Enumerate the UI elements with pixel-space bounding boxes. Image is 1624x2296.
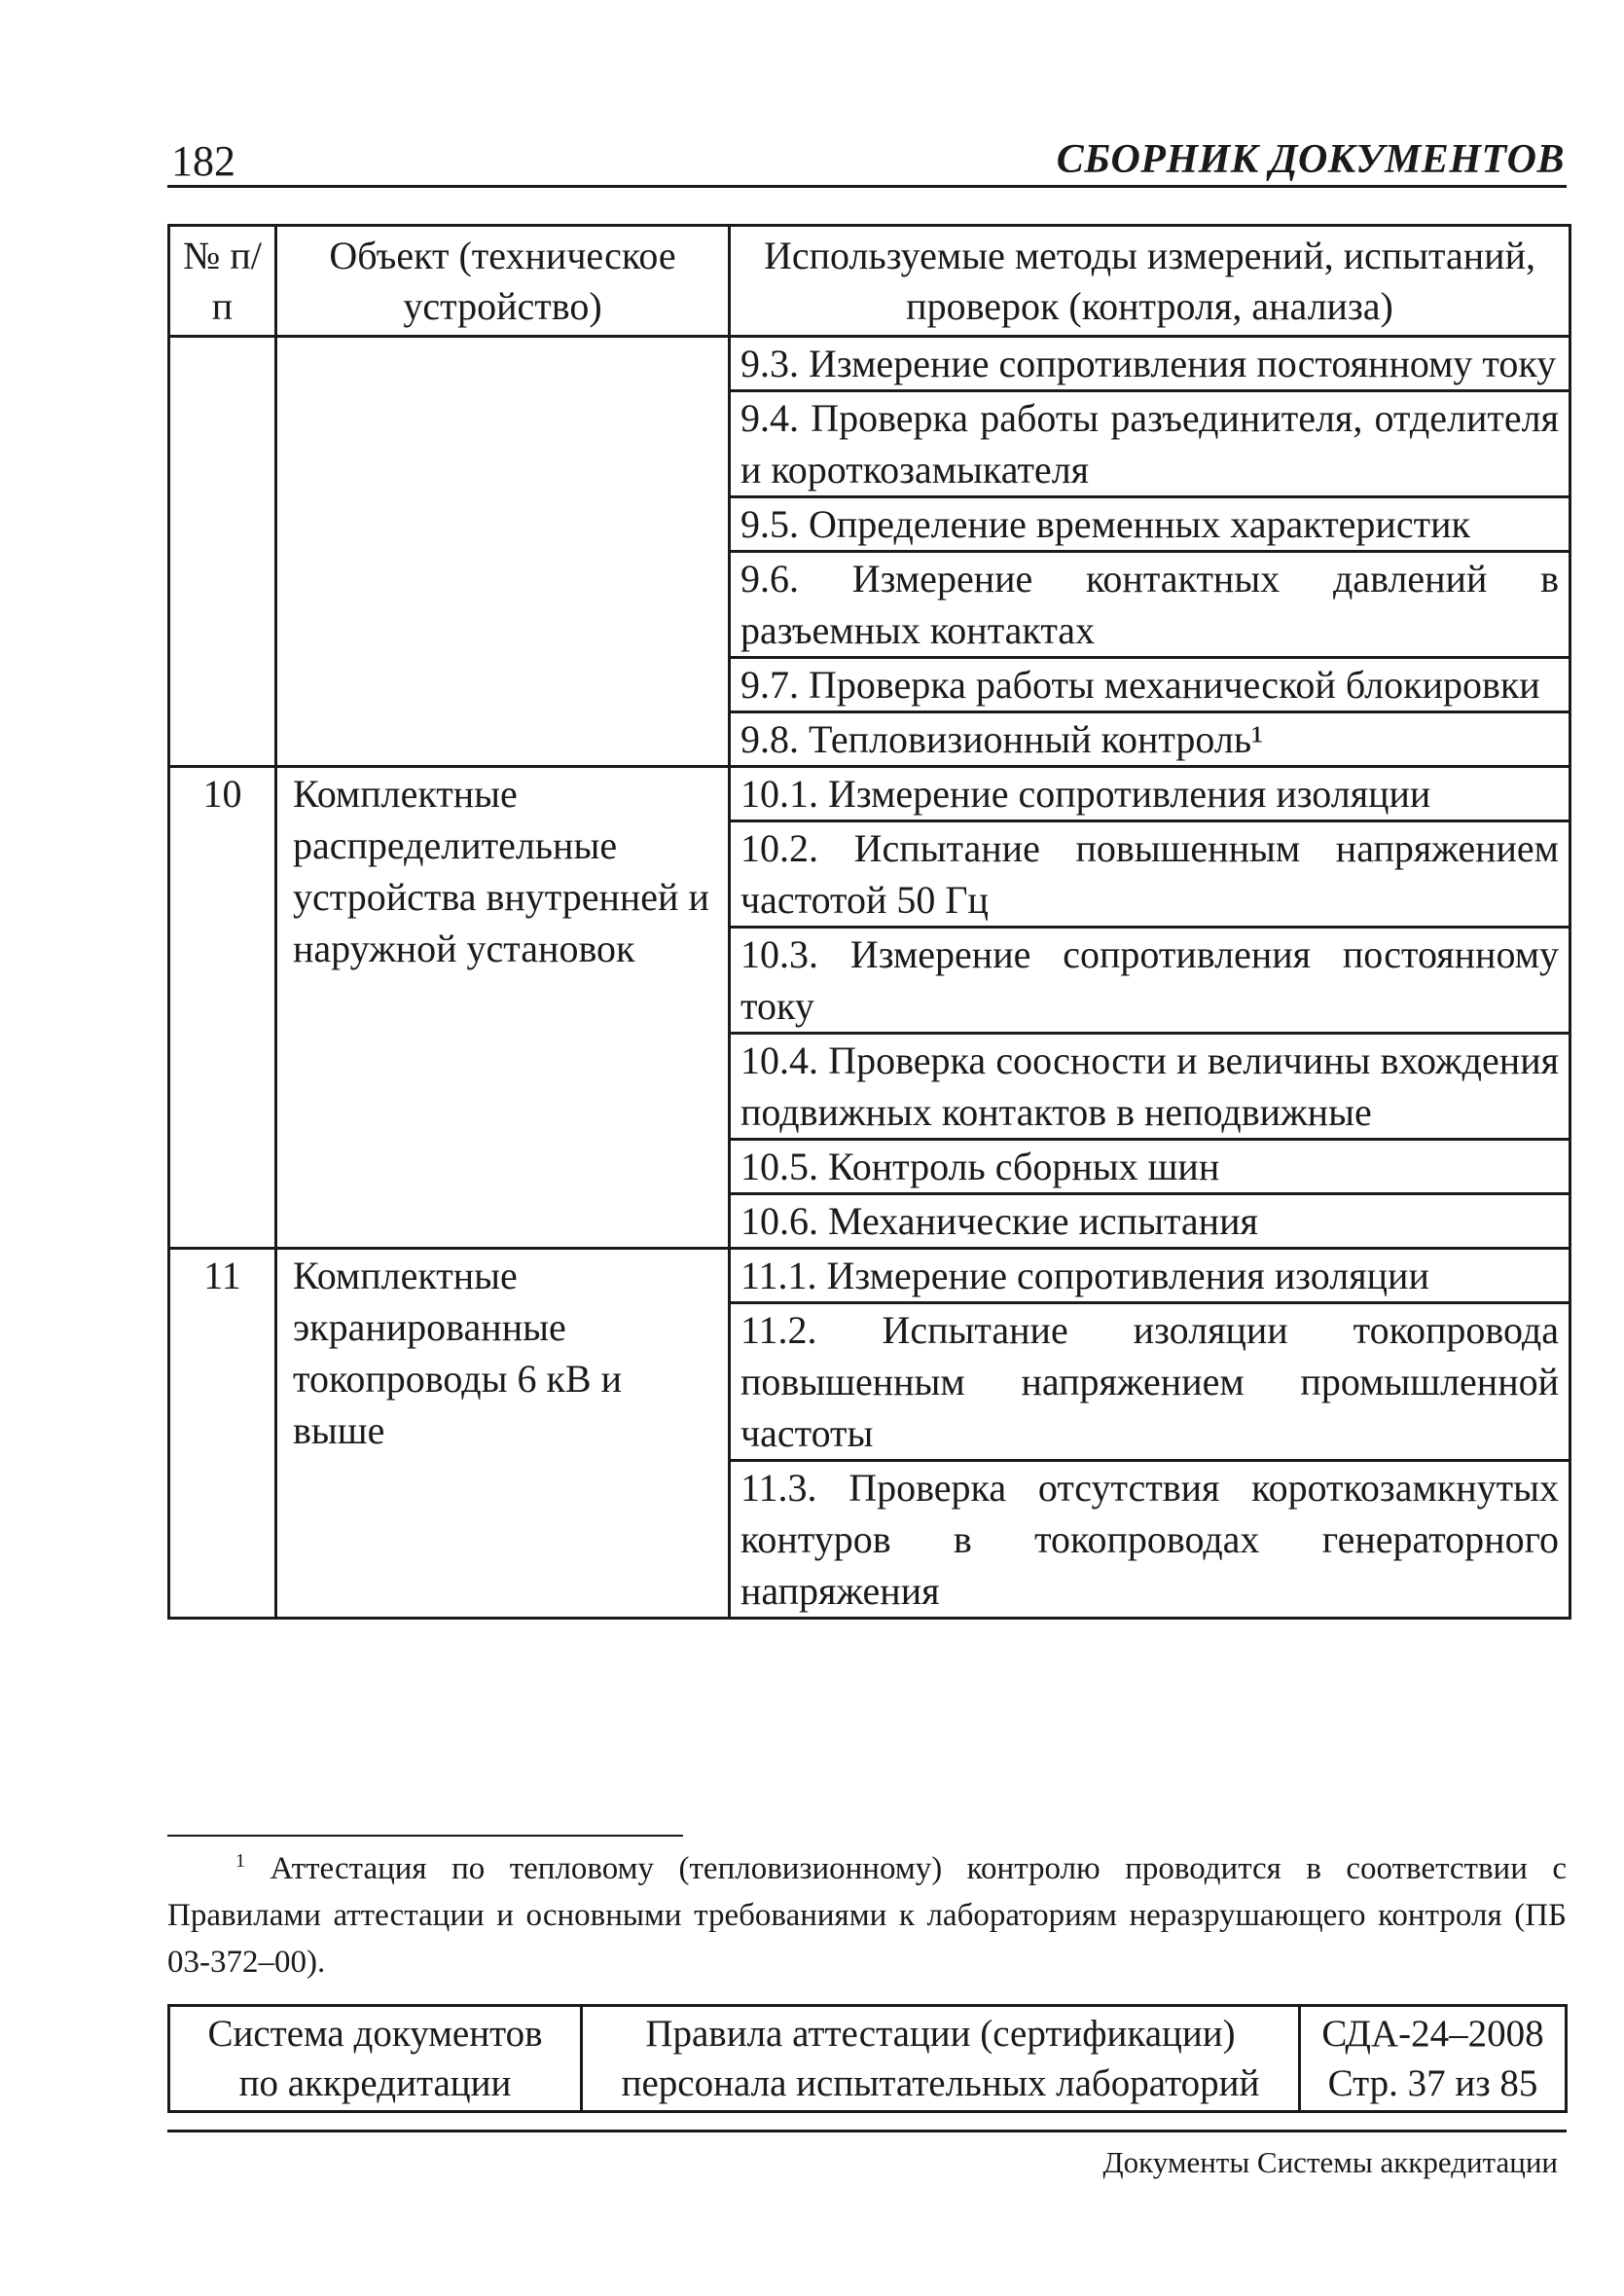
stamp-system-line2: по аккредитации — [238, 2062, 512, 2104]
stamp-title-line1: Правила аттестации (сертификации) — [645, 2013, 1236, 2055]
page-footer: Документы Системы аккредитации — [1102, 2145, 1558, 2179]
table-header-row — [169, 226, 1570, 337]
method-cell: 11.3. Проверка отсутствия короткозамкнутых контуров в токопроводах генераторного напряжения — [730, 1461, 1570, 1619]
method-cell: 11.1. Измерение сопротивления изоляции — [730, 1249, 1570, 1303]
running-title: СБОРНИК ДОКУМЕНТОВ — [1056, 137, 1565, 182]
footnote-divider — [167, 1835, 683, 1837]
stamp-system-line1: Система документов — [207, 2013, 543, 2055]
method-cell: 10.5. Контроль сборных шин — [730, 1140, 1570, 1194]
method-cell: 9.3. Измерение сопротивления постоянному току — [730, 337, 1570, 391]
document-stamp — [167, 2004, 1568, 2113]
table-row — [169, 337, 1570, 391]
stamp-code-cell — [1300, 2006, 1567, 2112]
row-object: Комплектные распределительные устройства внутренней и наружной установок — [276, 767, 730, 1249]
page-header — [167, 128, 1567, 188]
stamp-code: СДА-24–2008 — [1321, 2013, 1544, 2055]
method-cell: 11.2. Испытание изоляции токопровода повышенным напряжением промышленной частоты — [730, 1303, 1570, 1461]
method-cell: 10.4. Проверка соосности и величины вхождения подвижных контактов в неподвижные — [730, 1034, 1570, 1140]
page-number: 182 — [171, 137, 235, 185]
stamp-system — [169, 2006, 582, 2112]
method-cell: 9.5. Определение временных характеристик — [730, 497, 1570, 552]
column-header-object: Объект (техническое устройство) — [276, 226, 730, 337]
footnote-text: Аттестация по тепловому (тепловизионному) контролю проводится в соответствии с Правилами аттестации и основными требованиями к лабораториям неразрушающего контроля (ПБ 03-372–00). — [167, 1851, 1568, 1980]
method-cell: 9.4. Проверка работы разъединителя, отделителя и короткозамыкателя — [730, 391, 1570, 497]
column-header-number: № п/п — [169, 226, 276, 337]
row-number: 10 — [169, 767, 276, 1249]
method-cell: 10.1. Измерение сопротивления изоляции — [730, 767, 1570, 821]
method-cell: 9.6. Измерение контактных давлений в разъемных контактах — [730, 552, 1570, 658]
row-object — [276, 337, 730, 767]
method-cell: 9.8. Тепловизионный контроль¹ — [730, 712, 1570, 767]
table-row — [169, 767, 1570, 821]
method-cell: 10.3. Измерение сопротивления постоянному току — [730, 928, 1570, 1034]
row-number — [169, 337, 276, 767]
stamp-title — [582, 2006, 1300, 2112]
row-object: Комплектные экранированные токопроводы 6 кВ и выше — [276, 1249, 730, 1619]
method-cell: 10.2. Испытание повышенным напряжением частотой 50 Гц — [730, 821, 1570, 928]
method-cell: 10.6. Механические испытания — [730, 1194, 1570, 1249]
methods-table — [167, 224, 1571, 1620]
table-row — [169, 1249, 1570, 1303]
stamp-page-info: Стр. 37 из 85 — [1327, 2062, 1538, 2104]
footnote — [167, 1845, 1567, 1986]
method-cell: 9.7. Проверка работы механической блокировки — [730, 658, 1570, 712]
footnote-mark: 1 — [235, 1850, 245, 1872]
column-header-methods: Используемые методы измерений, испытаний, проверок (контроля, анализа) — [730, 226, 1570, 337]
row-number: 11 — [169, 1249, 276, 1619]
stamp-title-line2: персонала испытательных лабораторий — [621, 2062, 1260, 2104]
footer-divider — [167, 2130, 1567, 2132]
